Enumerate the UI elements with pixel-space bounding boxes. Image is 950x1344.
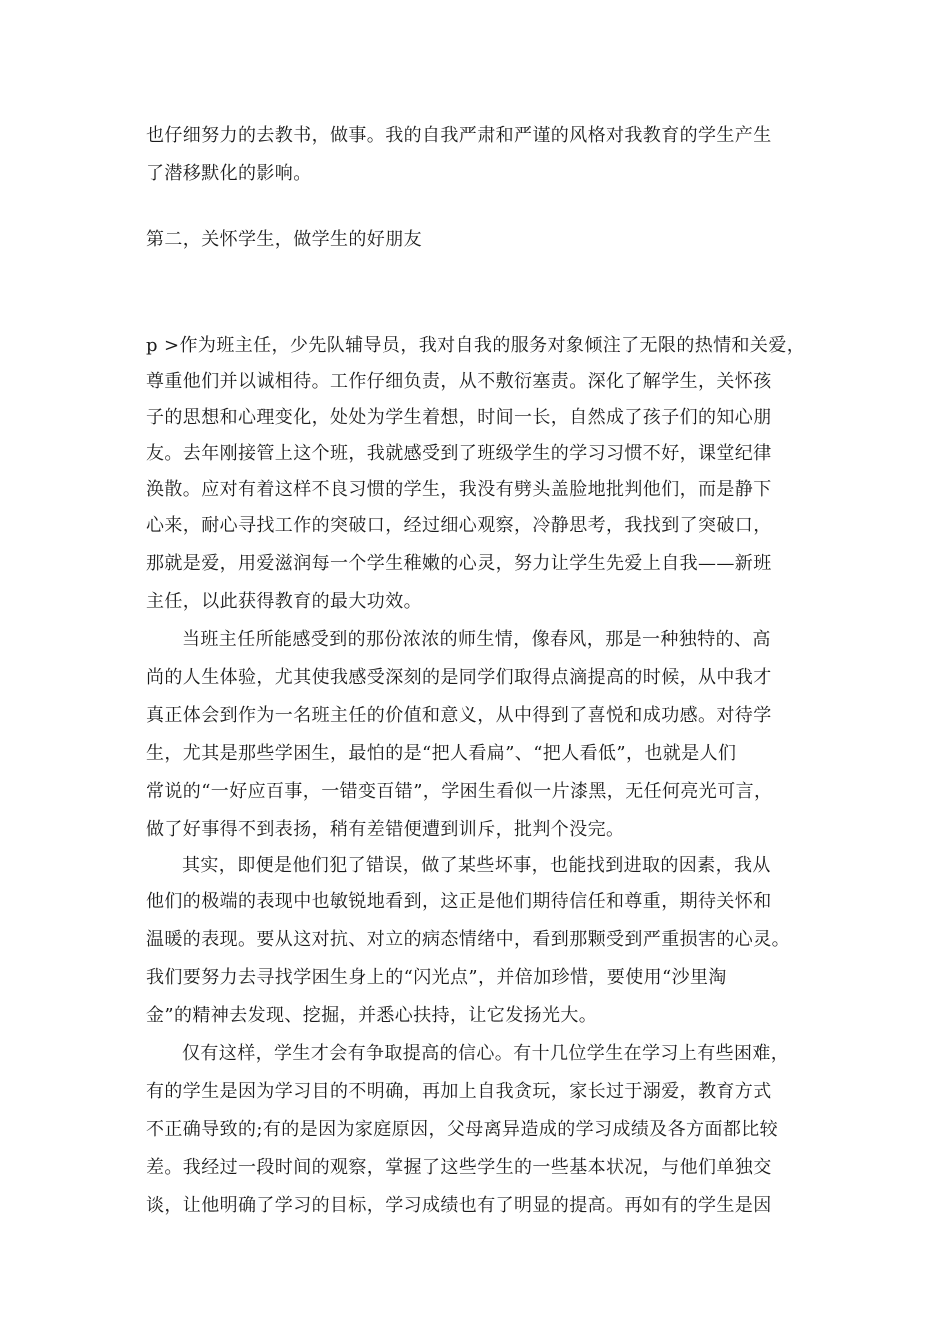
text-line: 常说的“一好应百事，一错变百错”，学困生看似一片漆黑，无任何亮光可言， (146, 781, 773, 802)
text-line: 主任，以此获得教育的最大功效。 (146, 591, 422, 612)
text-line: 仅有这样，学生才会有争取提高的信心。有十几位学生在学习上有些困难， (182, 1043, 790, 1064)
text-line: p >作为班主任，少先队辅导员，我对自我的服务对象倾注了无限的热情和关爱， (146, 335, 806, 356)
text-line: 真正体会到作为一名班主任的价值和意义，从中得到了喜悦和成功感。对待学 (146, 705, 772, 726)
text-line: 谈，让他明确了学习的目标，学习成绩也有了明显的提高。再如有的学生是因 (146, 1195, 772, 1216)
text-line: 他们的极端的表现中也敏锐地看到，这正是他们期待信任和尊重，期待关怀和 (146, 891, 772, 912)
text-line: 有的学生是因为学习目的不明确，再加上自我贪玩，家长过于溺爱，教育方式 (146, 1081, 772, 1102)
text-line: 当班主任所能感受到的那份浓浓的师生情，像春风，那是一种独特的、高 (182, 629, 771, 650)
text-line: 金”的精神去发现、挖掘，并悉心扶持，让它发扬光大。 (146, 1005, 598, 1026)
text-line: 做了好事得不到表扬，稍有差错便遭到训斥，批判个没完。 (146, 819, 625, 840)
text-line: 涣散。应对有着这样不良习惯的学生，我没有劈头盖脸地批判他们，而是静下 (146, 479, 772, 500)
text-line: 尊重他们并以诚相待。工作仔细负责，从不敷衍塞责。深化了解学生，关怀孩 (146, 371, 772, 392)
text-line: 了潜移默化的影响。 (146, 163, 312, 184)
text-line: 那就是爱，用爱滋润每一个学生稚嫩的心灵，努力让学生先爱上自我——新班 (146, 553, 772, 574)
text-line: 子的思想和心理变化，处处为学生着想，时间一长，自然成了孩子们的知心朋 (146, 407, 772, 428)
text-line: 其实，即便是他们犯了错误，做了某些坏事，也能找到进取的因素，我从 (182, 855, 771, 876)
text-line: 温暖的表现。要从这对抗、对立的病态情绪中，看到那颗受到严重损害的心灵。 (146, 929, 790, 950)
text-line: 也仔细努力的去教书，做事。我的自我严肃和严谨的风格对我教育的学生产生 (146, 125, 772, 146)
text-line: 尚的人生体验，尤其使我感受深刻的是同学们取得点滴提高的时候，从中我才 (146, 667, 772, 688)
text-line: 心来，耐心寻找工作的突破口，经过细心观察，冷静思考，我找到了突破口， (146, 515, 772, 536)
text-line: 生，尤其是那些学困生，最怕的是“把人看扁”、“把人看低”，也就是人们 (146, 743, 737, 764)
text-line: 我们要努力去寻找学困生身上的“闪光点”，并倍加珍惜，要使用“沙里淘 (146, 967, 727, 988)
section-heading: 第二，关怀学生，做学生的好朋友 (146, 229, 422, 250)
text-line: 差。我经过一段时间的观察，掌握了这些学生的一些基本状况，与他们单独交 (146, 1157, 772, 1178)
text-line: 不正确导致的;有的是因为家庭原因，父母离异造成的学习成绩及各方面都比较 (146, 1119, 779, 1140)
text-line: 友。去年刚接管上这个班，我就感受到了班级学生的学习习惯不好，课堂纪律 (146, 443, 772, 464)
